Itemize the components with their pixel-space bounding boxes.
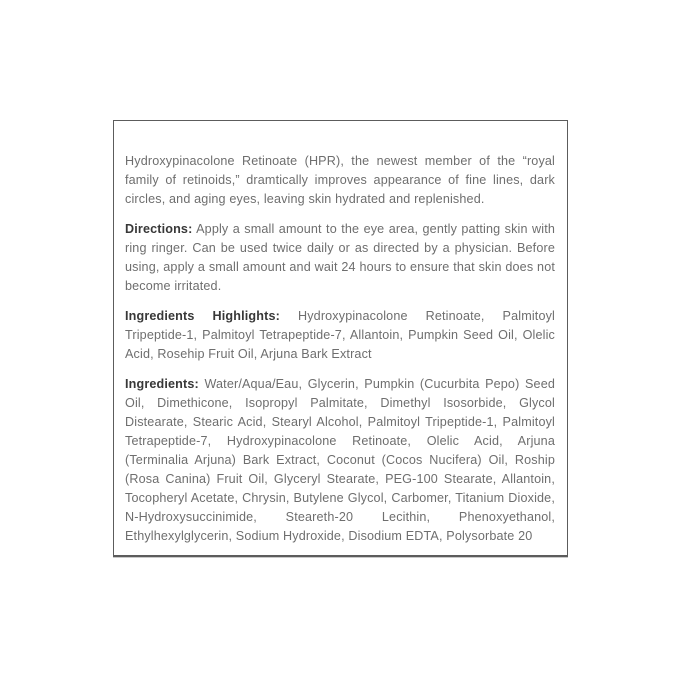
ingredients-highlights-label: Ingredients Highlights: — [125, 309, 280, 323]
intro-text: Hydroxypinacolone Retinoate (HPR), the newest member of the “royal family of retinoids,” dramtically improves appearance of fine lines, dark circles, and aging eyes, leaving skin hydrated and replenished. — [125, 154, 555, 206]
ingredients-label: Ingredients: — [125, 377, 199, 391]
directions-paragraph — [125, 220, 555, 296]
intro-paragraph — [125, 152, 555, 209]
directions-text: Apply a small amount to the eye area, gently patting skin with ring ringer. Can be used twice daily or as directed by a physician. Before using, apply a small amount and wait 24 hours to ensure that skin does not become irritated. — [125, 222, 555, 293]
ingredients-text: Water/Aqua/Eau, Glycerin, Pumpkin (Cucurbita Pepo) Seed Oil, Dimethicone, Isopropyl Palmitate, Dimethyl Isosorbide, Glycol Distearate, Stearic Acid, Stearyl Alcohol, Palmitoyl Tripeptide-1, Palmitoyl Tetrapeptide-7, Hydroxypinacolone Retinoate, Olelic Acid, Arjuna (Terminalia Arjuna) Bark Extract, Coconut (Cocos Nucifera) Oil, Roship (Rosa Canina) Fruit Oil, Glyceryl Stearate, PEG-100 Stearate, Allantoin, Tocopheryl Acetate, Chrysin, Butylene Glycol, Carbomer, Titanium Dioxide, N-Hydroxysuccinimide, Steareth-20 Lecithin, Phenoxyethanol, Ethylhexylglycerin, Sodium Hydroxide, Disodium EDTA, Polysorbate 20 — [125, 377, 555, 543]
directions-label: Directions: — [125, 222, 193, 236]
ingredients-highlights-paragraph — [125, 307, 555, 364]
ingredients-highlights-text: Hydroxypinacolone Retinoate, Palmitoyl Tripeptide-1, Palmitoyl Tetrapeptide-7, Allantoin, Pumpkin Seed Oil, Olelic Acid, Rosehip Fruit Oil, Arjuna Bark Extract — [125, 309, 555, 361]
ingredients-paragraph — [125, 375, 555, 546]
product-label-panel — [113, 120, 568, 557]
